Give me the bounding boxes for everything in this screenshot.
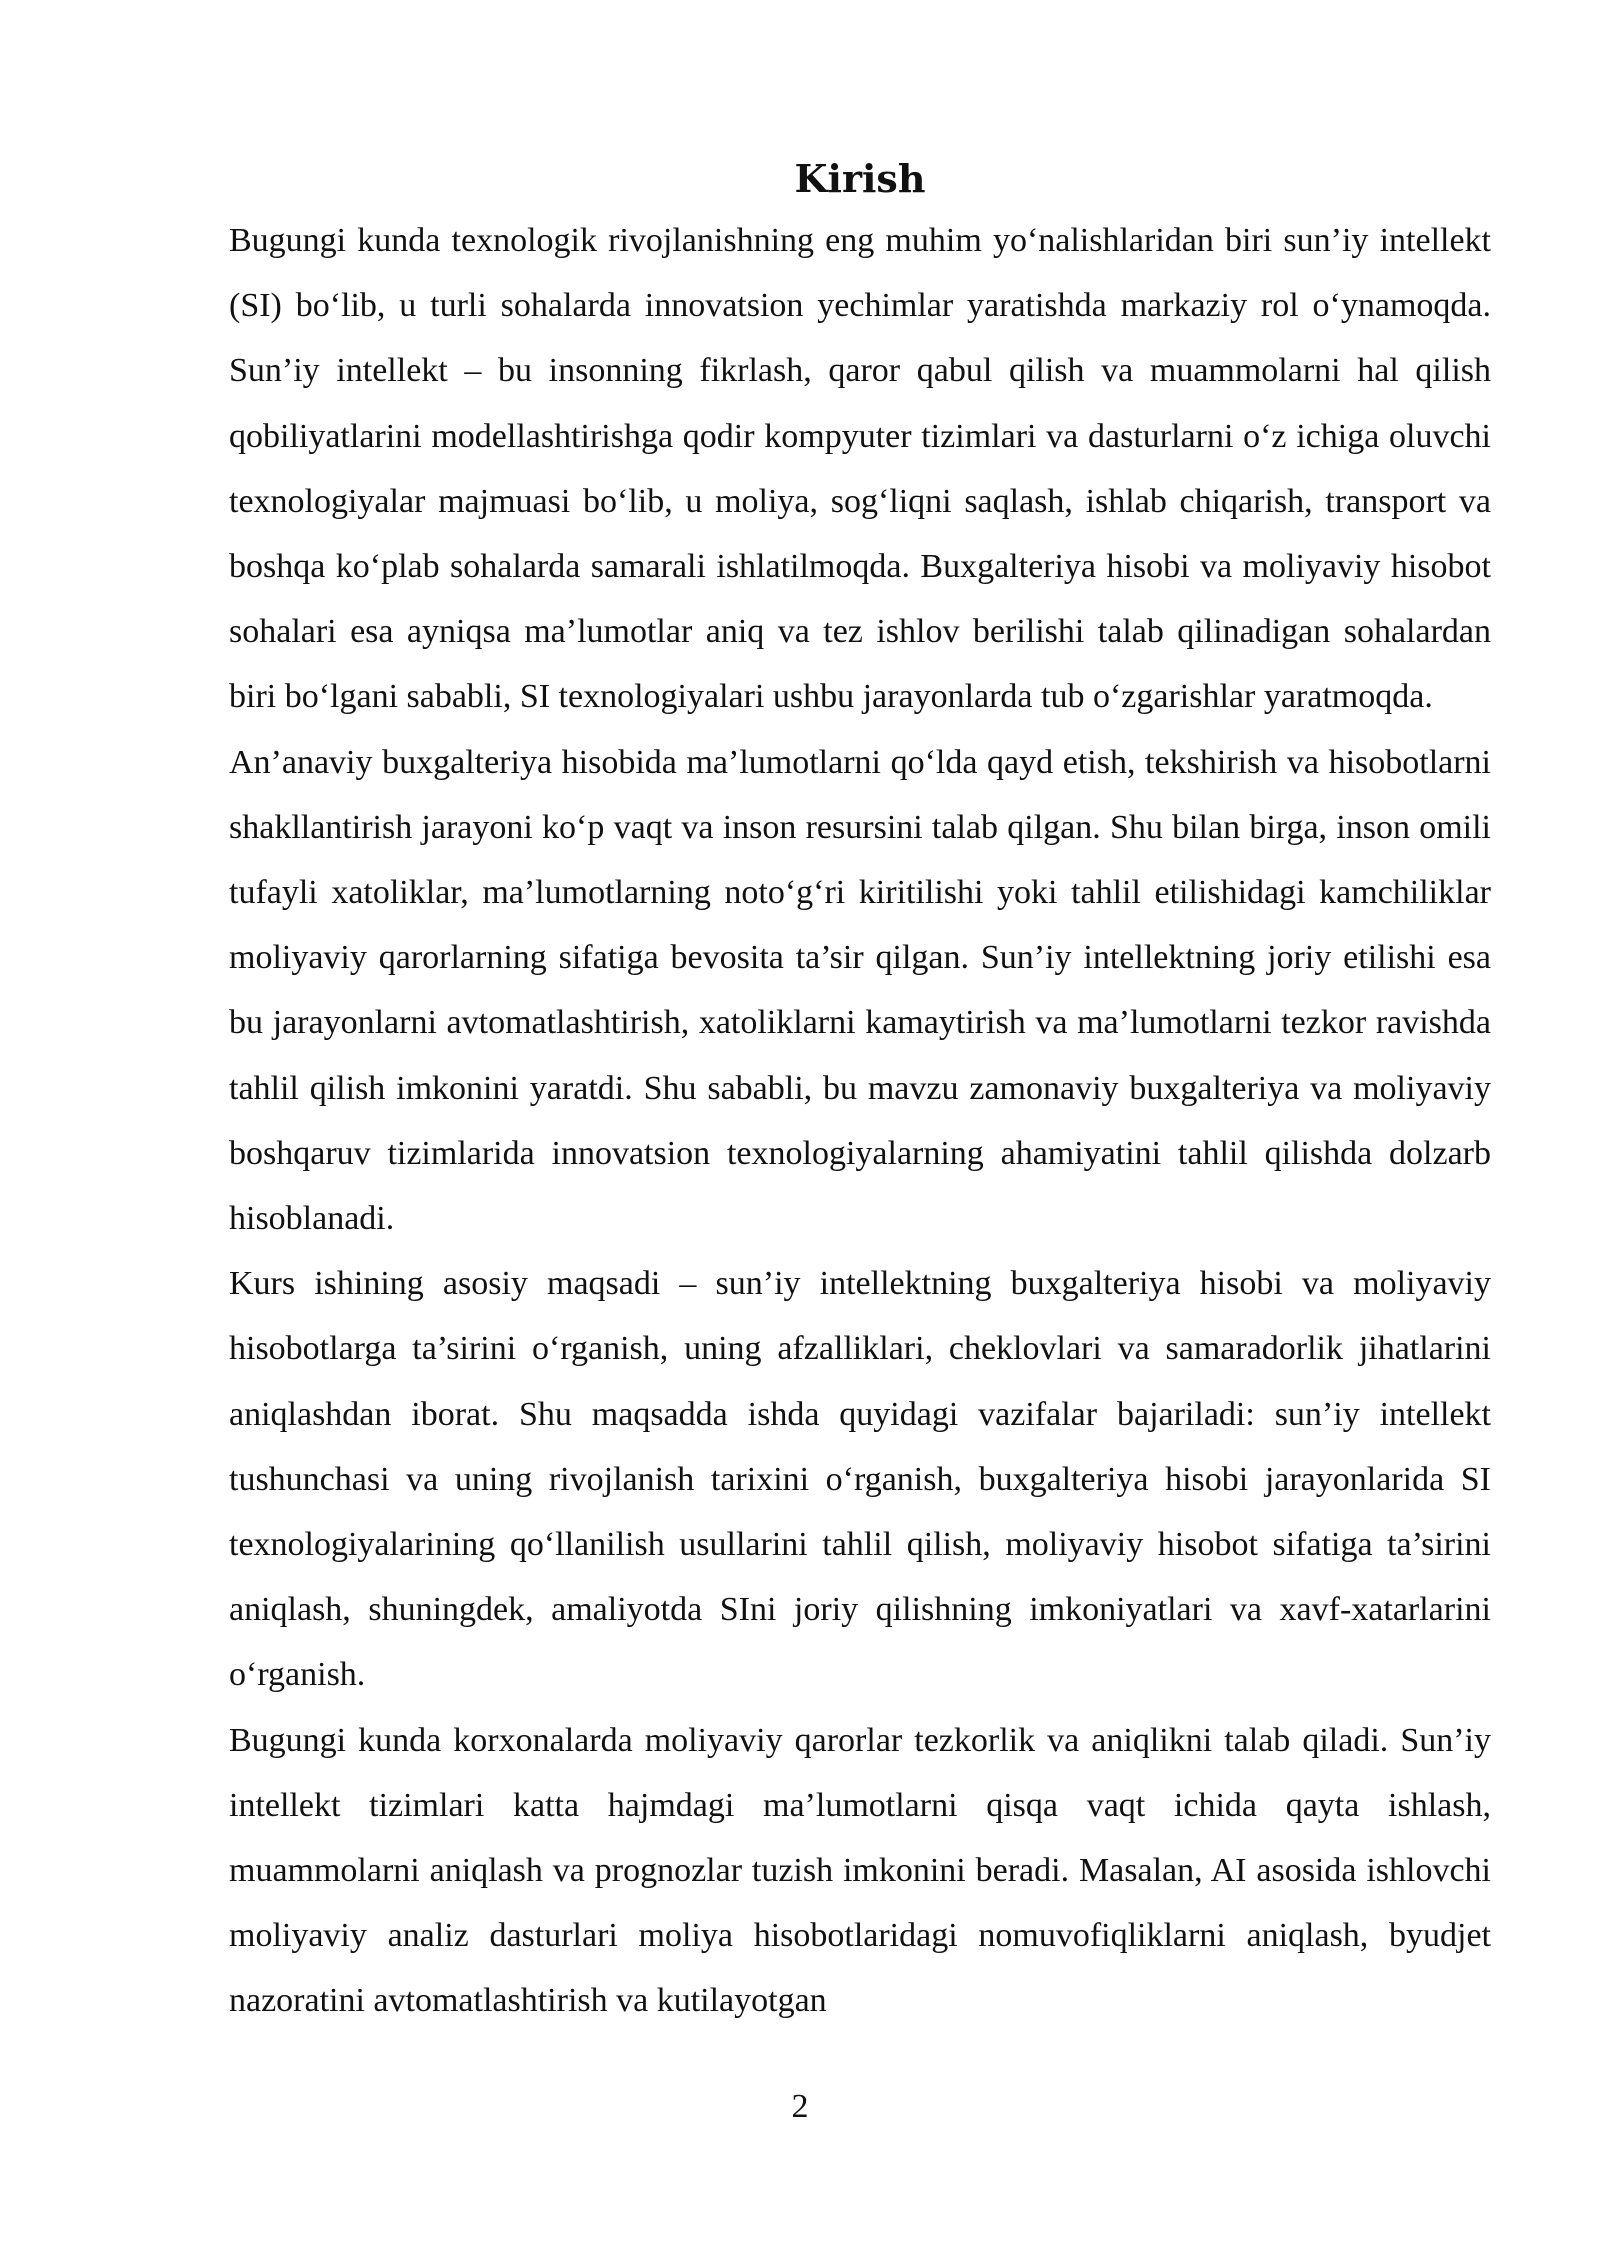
- paragraph-intro: Bugungi kunda texnologik rivojlanishning eng muhim yo‘nalishlaridan biri sun’iy intellekt (SI) bo‘lib, u turli sohalarda innovatsion yechimlar yaratishda markaziy rol o‘ynamoqda. Sun’iy intellekt – bu insonning fikrlash, qaror qabul qilish va muammolarni hal qilish qobiliyatlarini modellashtirishga qodir kompyuter tizimlari va dasturlarni o‘z ichiga oluvchi texnologiyalar majmuasi bo‘lib, u moliya, sog‘liqni saqlash, ishlab chiqarish, transport va boshqa ko‘plab sohalarda samarali ishlatilmoqda. Buxgalteriya hisobi va moliyaviy hisobot sohalari esa ayniqsa ma’lumotlar aniq va tez ishlov berilishi talab qilinadigan sohalardan biri bo‘lgani sababli, SI texnologiyalari ushbu jarayonlarda tub o‘zgarishlar yaratmoqda.: [229, 222, 1491, 716]
- page-title: Kirish: [794, 156, 926, 201]
- paragraph-traditional-accounting: An’anaviy buxgalteriya hisobida ma’lumotlarni qo‘lda qayd etish, tekshirish va hisobotlarni shakllantirish jarayoni ko‘p vaqt va inson resursini talab qilgan. Shu bilan birga, inson omili tufayli xatoliklar, ma’lumotlarning noto‘g‘ri kiritilishi yoki tahlil etilishidagi kamchiliklar moliyaviy qarorlarning sifatiga bevosita ta’sir qilgan. Sun’iy intellektning joriy etilishi esa bu jarayonlarni avtomatlashtirish, xatoliklarni kamaytirish va ma’lumotlarni tezkor ravishda tahlil qilish imkonini yaratdi. Shu sababli, bu mavzu zamonaviy buxgalteriya va moliyaviy boshqaruv tizimlarida innovatsion texnologiyalarning ahamiyatini tahlil qilishda dolzarb hisoblanadi.: [229, 743, 1491, 1238]
- page-number: 2: [791, 2088, 809, 2125]
- paragraph-financial-decisions: Bugungi kunda korxonalarda moliyaviy qarorlar tezkorlik va aniqlikni talab qiladi. Sun’iy intellekt tizimlari katta hajmdagi ma’lumotlarni qisqa vaqt ichida qayta ishlash, muammolarni aniqlash va prognozlar tuzish imkonini beradi. Masalan, AI asosida ishlovchi moliyaviy analiz dasturlari moliya hisobotlaridagi nomuvofiqliklarni aniqlash, byudjet nazoratini avtomatlashtirish va kutilayotgan: [229, 1721, 1491, 2020]
- paragraph-course-goal: Kurs ishining asosiy maqsadi – sun’iy intellektning buxgalteriya hisobi va moliyaviy hisobotlarga ta’sirini o‘rganish, uning afzalliklari, cheklovlari va samaradorlik jihatlarini aniqlashdan iborat. Shu maqsadda ishda quyidagi vazifalar bajariladi: sun’iy intellekt tushunchasi va uning rivojlanish tarixini o‘rganish, buxgalteriya hisobi jarayonlarida SI texnologiyalarining qo‘llanilish usullarini tahlil qilish, moliyaviy hisobot sifatiga ta’sirini aniqlash, shuningdek, amaliyotda SIni joriy qilishning imkoniyatlari va xavf-xatarlarini o‘rganish.: [229, 1265, 1491, 1694]
- page-content: [229, 150, 1491, 2034]
